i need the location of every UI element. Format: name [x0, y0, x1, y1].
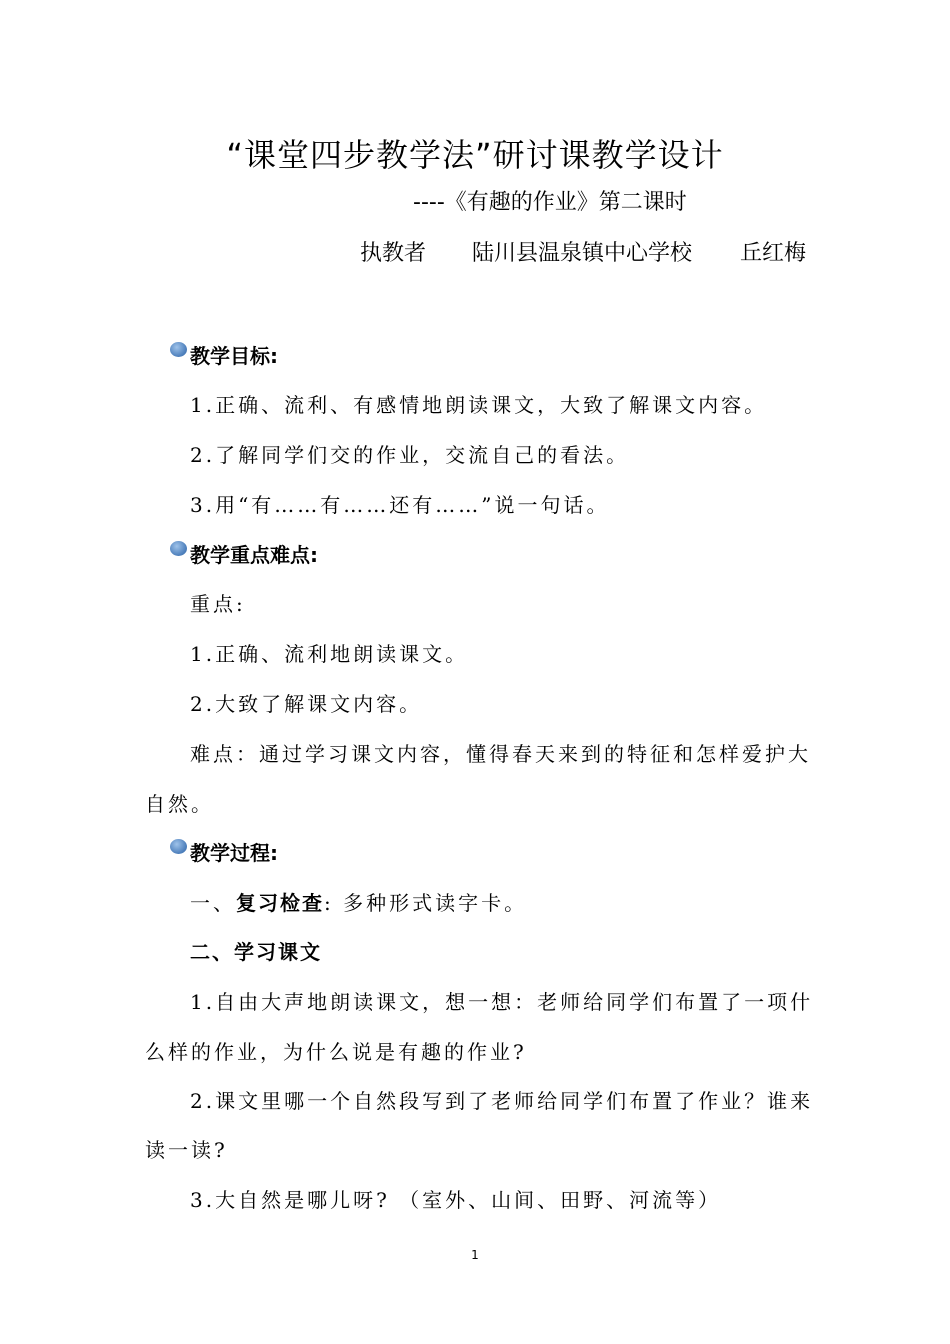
process-question: 读一读?	[145, 1138, 228, 1162]
bullet-circle-icon	[170, 342, 187, 357]
process-question: 么样的作业，为什么说是有趣的作业?	[145, 1040, 527, 1064]
section-heading-text: 教学过程:	[190, 841, 278, 865]
section-heading-text: 教学重点难点:	[190, 543, 318, 567]
step-text: : 多种形式读字卡。	[324, 891, 528, 915]
author-role: 执教者	[360, 241, 427, 266]
process-step-learn: 二、学习课文	[190, 940, 322, 964]
process-step-review	[190, 887, 527, 916]
process-question: 3.大自然是哪儿呀? （室外、山间、田野、河流等）	[190, 1188, 722, 1212]
section-heading-goals	[170, 340, 278, 369]
author-school: 陆川县温泉镇中心学校	[472, 241, 693, 266]
document-subtitle: ----《有趣的作业》第二课时	[413, 190, 687, 215]
section-heading-process	[170, 837, 278, 866]
section-heading-focus	[170, 539, 318, 568]
author-name: 丘红梅	[740, 241, 807, 266]
step-title: 复习检查	[236, 891, 324, 915]
bullet-circle-icon	[170, 541, 187, 556]
key-point-item: 1.正确、流利地朗读课文。	[190, 642, 469, 666]
goal-item: 3.用“有……有……还有……”说一句话。	[190, 493, 610, 517]
difficulty-line: 难点：通过学习课文内容，懂得春天来到的特征和怎样爱护大	[190, 742, 811, 766]
key-point-item: 2.大致了解课文内容。	[190, 692, 423, 716]
document-title: “课堂四步教学法”研讨课教学设计	[226, 136, 724, 174]
difficulty-line: 自然。	[145, 792, 214, 816]
goal-item: 1.正确、流利、有感情地朗读课文，大致了解课文内容。	[190, 393, 768, 417]
process-question: 2.课文里哪一个自然段写到了老师给同学们布置了作业？谁来	[190, 1089, 814, 1113]
page-number: 1	[471, 1248, 479, 1262]
process-question: 1.自由大声地朗读课文，想一想：老师给同学们布置了一项什	[190, 990, 814, 1014]
bullet-circle-icon	[170, 839, 187, 854]
goal-item: 2.了解同学们交的作业，交流自己的看法。	[190, 443, 630, 467]
section-heading-text: 教学目标:	[190, 344, 278, 368]
step-prefix: 一、	[190, 891, 236, 915]
key-points-label: 重点:	[190, 592, 246, 616]
